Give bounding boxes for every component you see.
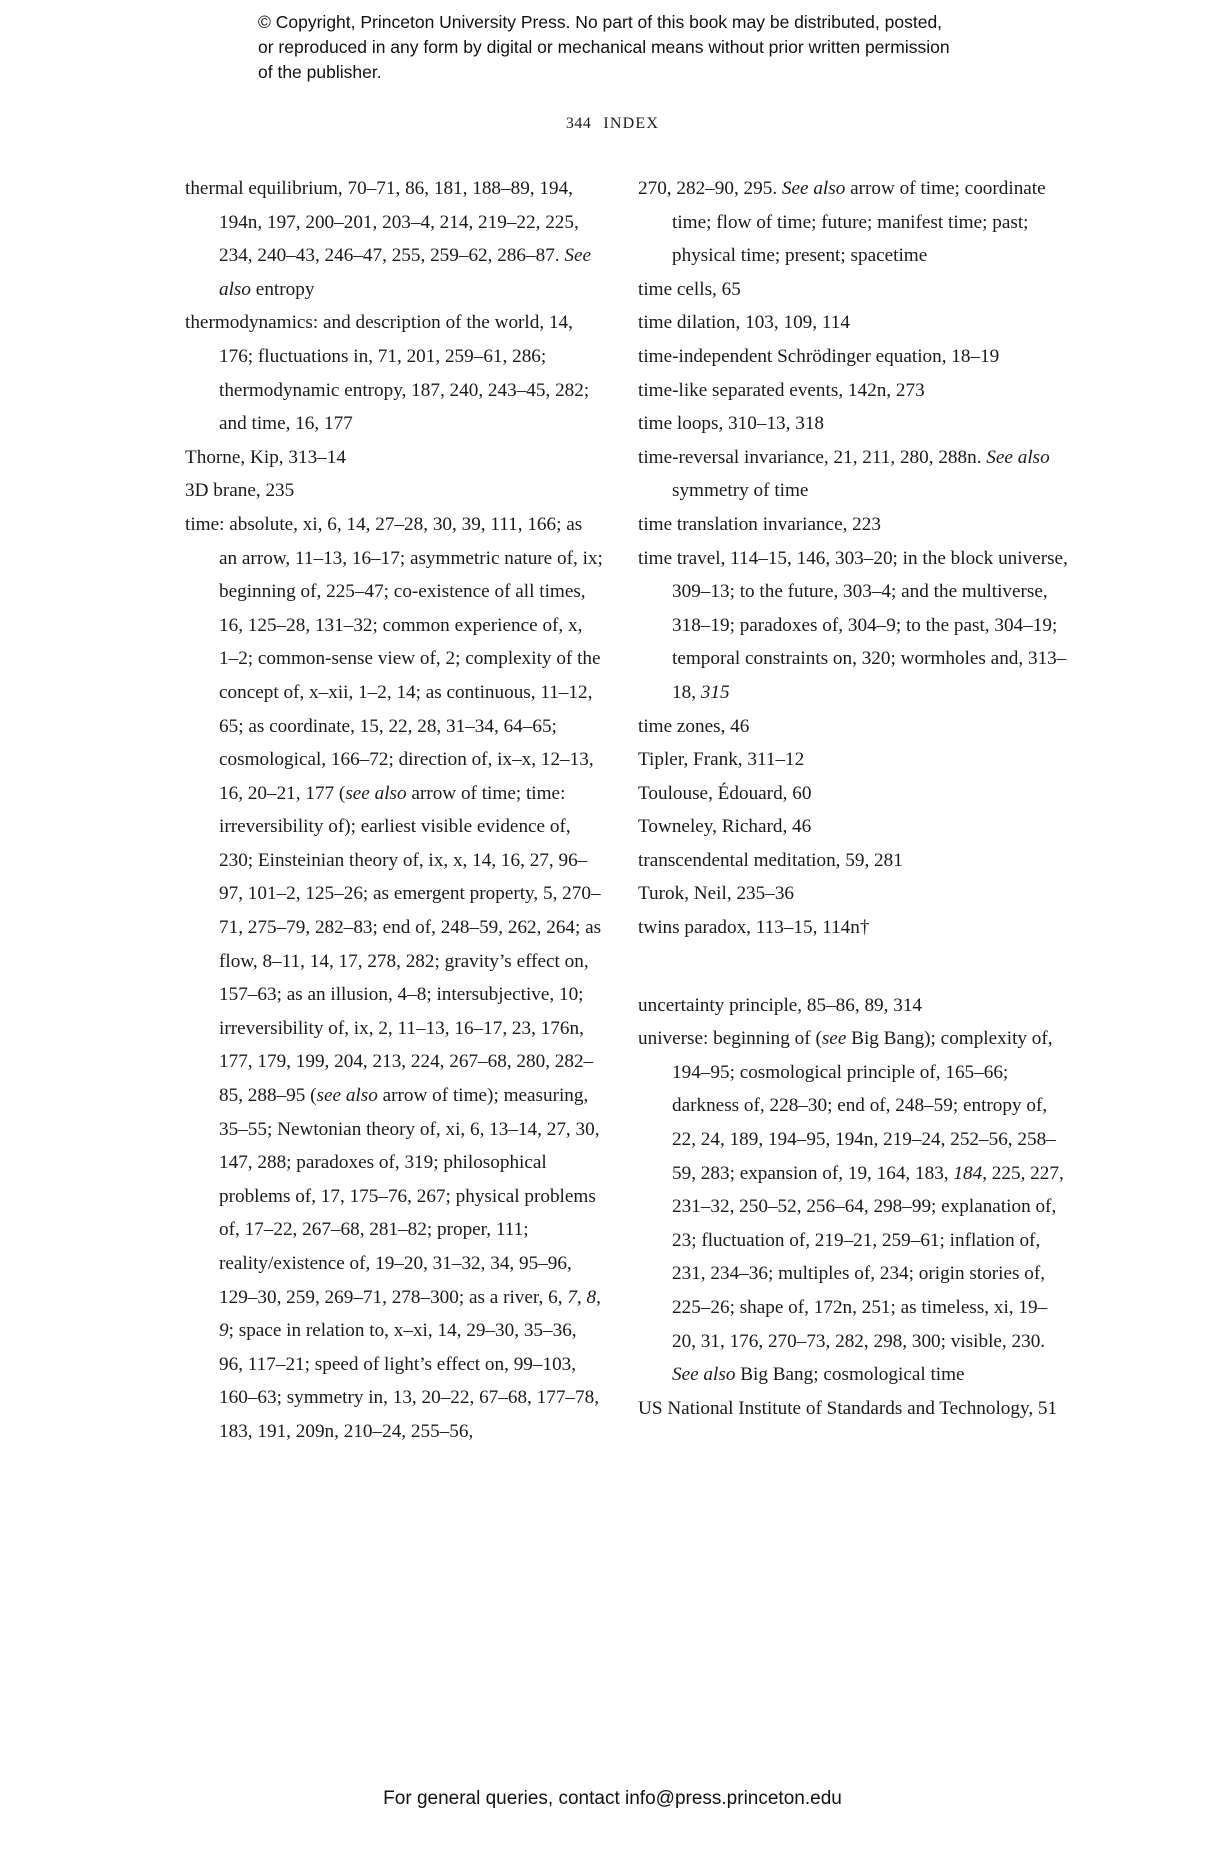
running-head-title: INDEX: [603, 115, 660, 132]
index-entry: time translation invariance, 223: [638, 513, 881, 535]
index-column-right: [638, 172, 1070, 1425]
index-entry: Thorne, Kip, 313–14: [185, 446, 346, 468]
index-entry: Towneley, Richard, 46: [638, 816, 812, 838]
index-entry: twins paradox, 113–15, 114n†: [638, 917, 870, 939]
index-entry: time dilation, 103, 109, 114: [638, 312, 850, 334]
index-entry: time-like separated events, 142n, 273: [638, 379, 925, 401]
page-folio: 344: [565, 115, 592, 132]
index-entry: time-independent Schrödinger equation, 18–19: [638, 345, 1000, 367]
index-entry: Tipler, Frank, 311–12: [638, 749, 805, 771]
index-entry: uncertainty principle, 85–86, 89, 314: [638, 994, 923, 1016]
index-entry: Toulouse, Édouard, 60: [638, 782, 812, 804]
index-entry: time-reversal invariance, 21, 211, 280, 288n. See also symmetry of time: [638, 446, 1050, 502]
letter-section-gap: [638, 945, 1070, 989]
index-entry: Turok, Neil, 235–36: [638, 883, 795, 905]
index-entry: thermal equilibrium, 70–71, 86, 181, 188–89, 194, 194n, 197, 200–201, 203–4, 214, 219–22, 225, 234, 240–43, 246–47, 255, 259–62, 286–87. See also entropy: [185, 178, 592, 300]
page-footer: For general queries, contact info@press.princeton.edu: [383, 1788, 842, 1809]
index-entry: time loops, 310–13, 318: [638, 413, 825, 435]
index-entry: 270, 282–90, 295. See also arrow of time; coordinate time; flow of time; future; manifest time; past; physical time; present; spacetime: [638, 178, 1046, 267]
index-entry: time zones, 46: [638, 715, 750, 737]
index-entry: time: absolute, xi, 6, 14, 27–28, 30, 39, 111, 166; as an arrow, 11–13, 16–17; asymmetric nature of, ix; beginning of, 225–47; co-existence of all times, 16, 125–28, 131–32; common experience of, x, 1–2; common-sense view of, 2; complexity of the concept of, x–xii, 1–2, 14; as continuous, 11–12, 65; as coordinate, 15, 22, 28, 31–34, 64–65; cosmological, 166–72; direction of, ix–x, 12–13, 16, 20–21, 177 (see also arrow of time; time: irreversibility of); earliest visible evidence of, 230; Einsteinian theory of, ix, x, 14, 16, 27, 96–97, 101–2, 125–26; as emergent property, 5, 270–71, 275–79, 282–83; end of, 248–59, 262, 264; as flow, 8–11, 14, 17, 278, 282; gravity’s effect on, 157–63; as an illusion, 4–8; intersubjective, 10; irreversibility of, ix, 2, 11–13, 16–17, 23, 176n, 177, 179, 199, 204, 213, 224, 267–68, 280, 282–85, 288–95 (see also arrow of time); measuring, 35–55; Newtonian theory of, xi, 6, 13–14, 27, 30, 147, 288; paradoxes of, 319; philosophical problems of, 17, 175–76, 267; physical problems of, 17–22, 267–68, 281–82; proper, 111; reality/existence of, 19–20, 31–32, 34, 95–96, 129–30, 259, 269–71, 278–300; as a river, 6, 7, 8, 9; space in relation to, x–xi, 14, 29–30, 35–36, 96, 117–21; speed of light’s effect on, 99–103, 160–63; symmetry in, 13, 20–22, 67–68, 177–78, 183, 191, 209n, 210–24, 255–56,: [185, 513, 603, 1442]
index-entry: time travel, 114–15, 146, 303–20; in the block universe, 309–13; to the future, 303–4; and the multiverse, 318–19; paradoxes of, 304–9; to the past, 304–19; temporal constraints on, 320; wormholes and, 313–18, 315: [638, 547, 1068, 703]
index-entry: time cells, 65: [638, 278, 741, 300]
index-entry: thermodynamics: and description of the world, 14, 176; fluctuations in, 71, 201, 259–61, 286; thermodynamic entropy, 187, 240, 243–45, 282; and time, 16, 177: [185, 312, 590, 435]
index-entry: universe: beginning of (see Big Bang); complexity of, 194–95; cosmological principle of, 165–66; darkness of, 228–30; end of, 248–59; entropy of, 22, 24, 189, 194–95, 194n, 219–24, 252–56, 258–59, 283; expansion of, 19, 164, 183, 184, 225, 227, 231–32, 250–52, 256–64, 298–99; explanation of, 23; fluctuation of, 219–21, 259–61; inflation of, 231, 234–36; multiples of, 234; origin stories of, 225–26; shape of, 172n, 251; as timeless, xi, 19–20, 31, 176, 270–73, 282, 298, 300; visible, 230. See also Big Bang; cosmological time: [638, 1028, 1064, 1386]
index-entry: 3D brane, 235: [185, 480, 295, 502]
index-entry: transcendental meditation, 59, 281: [638, 849, 903, 871]
index-column-left: [185, 172, 605, 1449]
index-entry: US National Institute of Standards and Technology, 51: [638, 1397, 1058, 1419]
copyright-notice: © Copyright, Princeton University Press. No part of this book may be distributed, posted, or reproduced in any form by digital or mechanical means without prior written permission of the publisher.: [258, 12, 950, 82]
running-head: [0, 115, 1225, 133]
